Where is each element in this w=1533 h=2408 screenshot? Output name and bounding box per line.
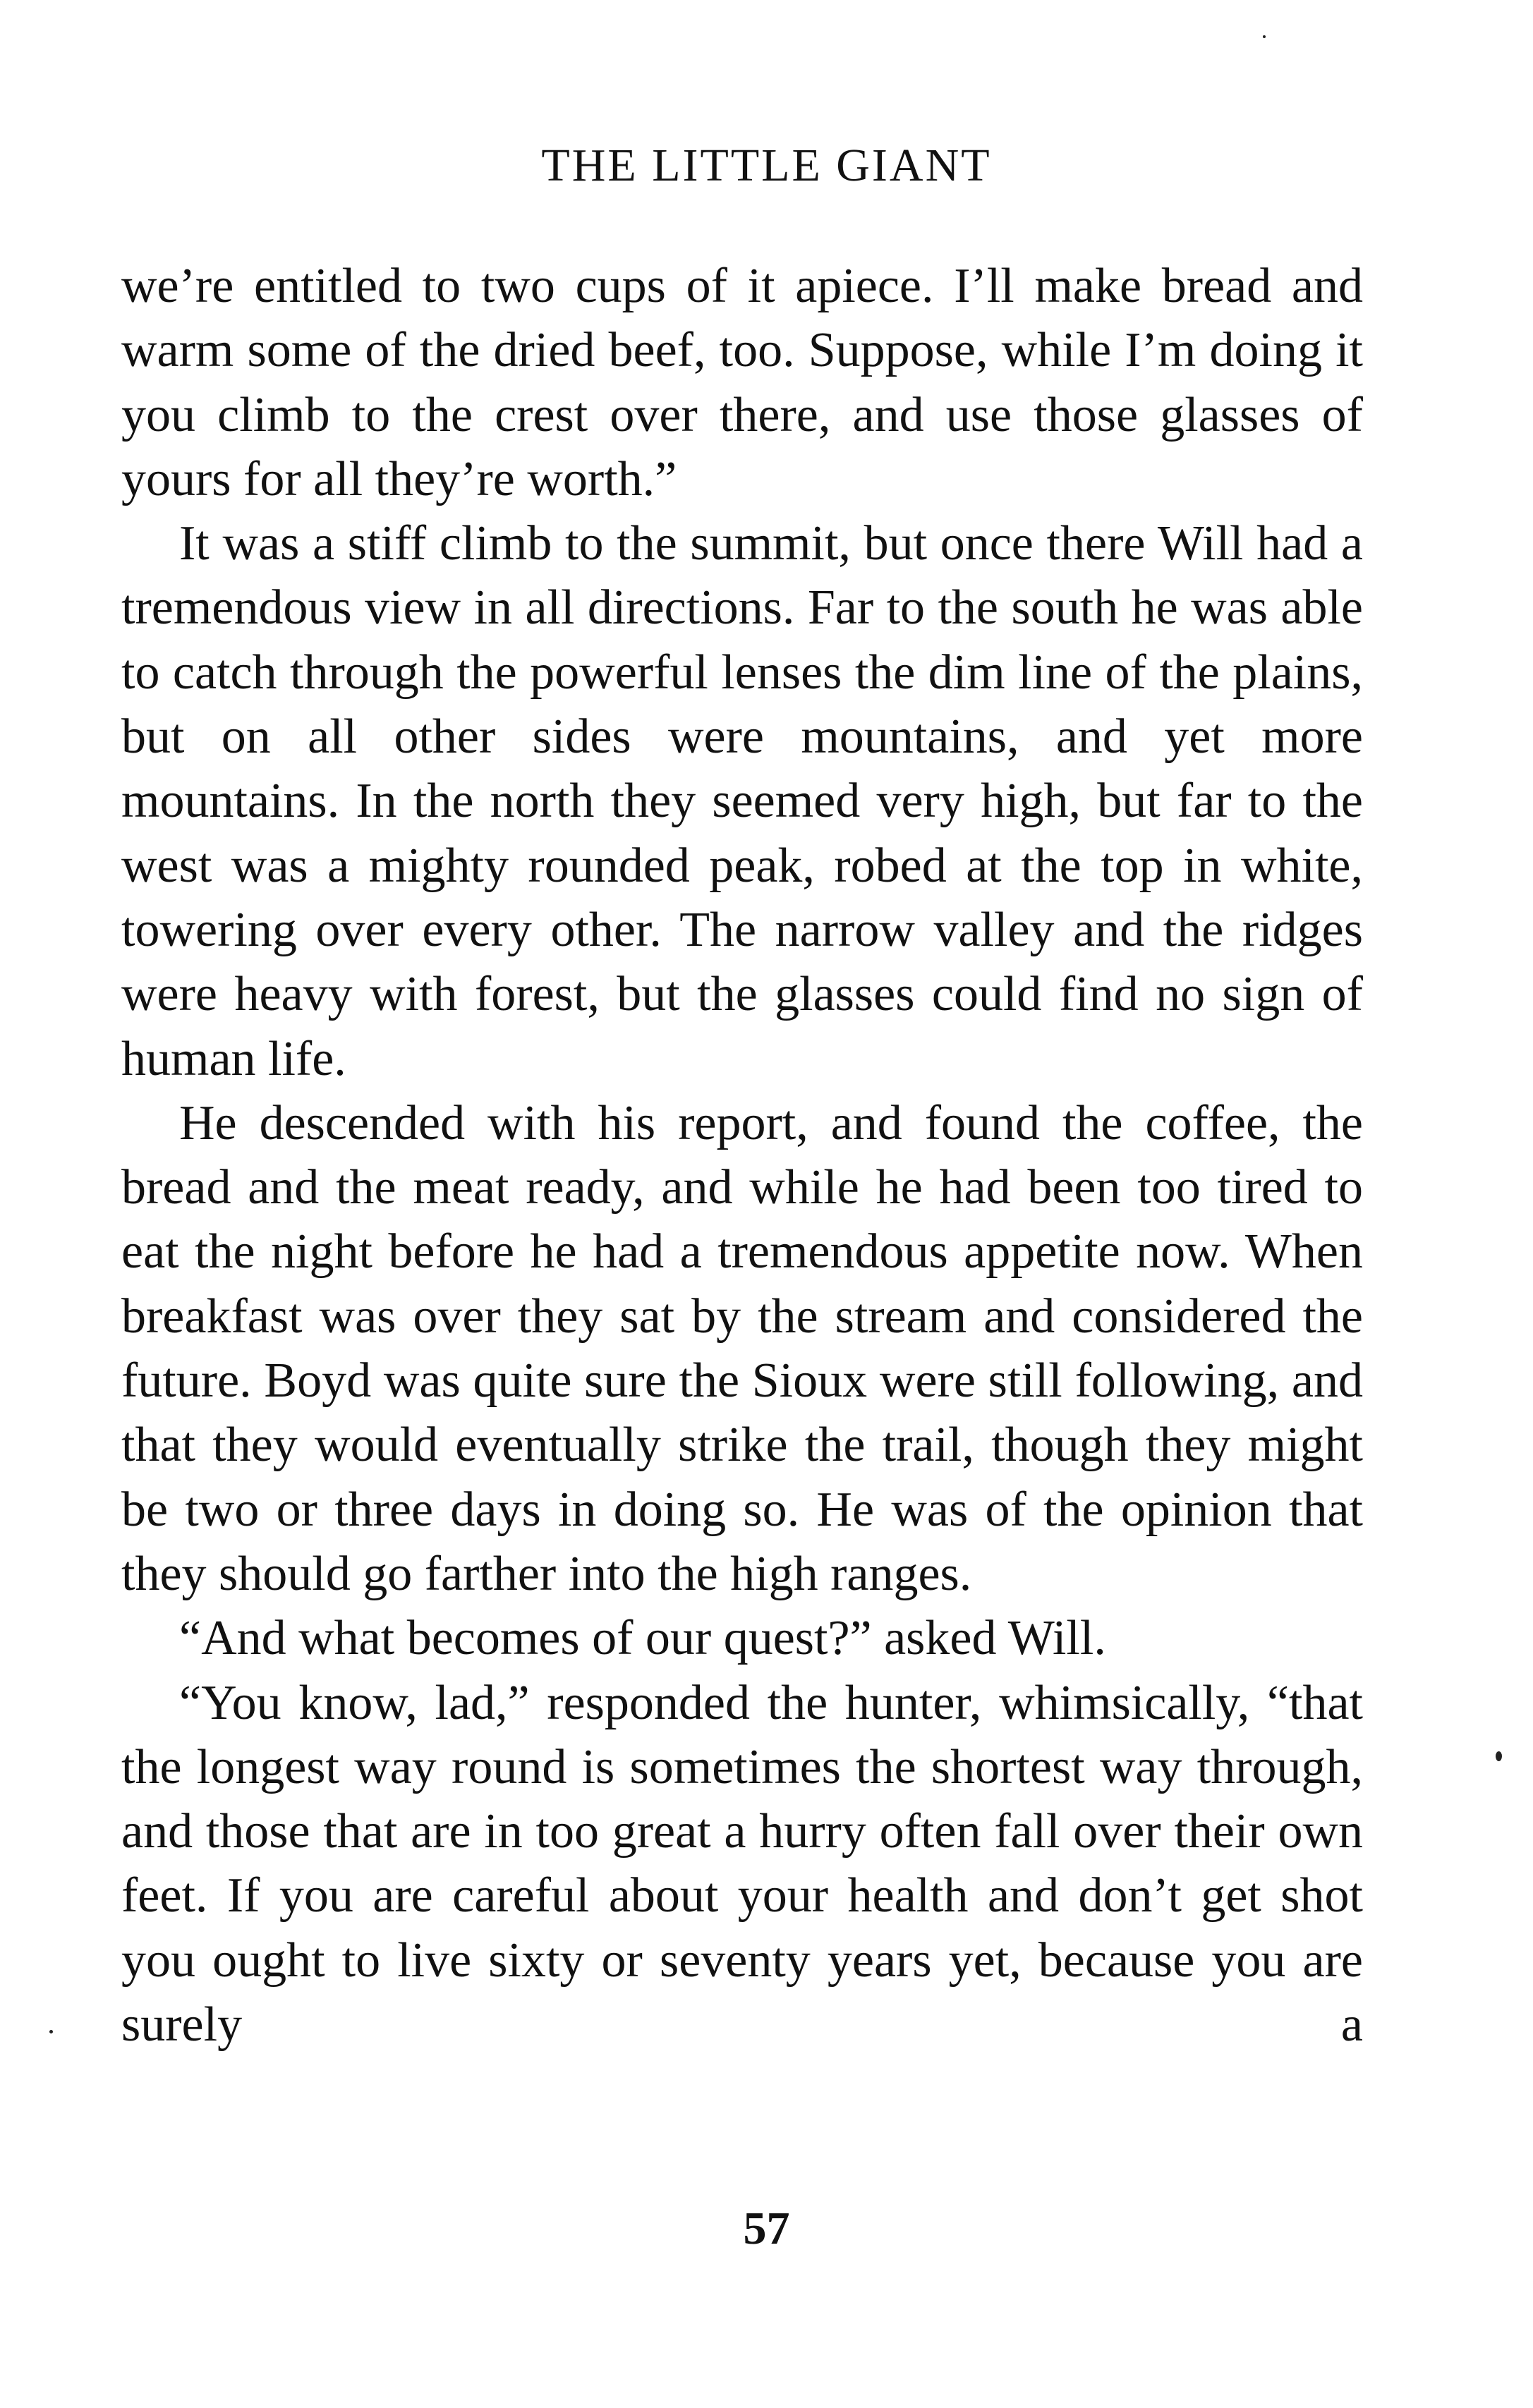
body-text xyxy=(121,254,1363,2057)
paragraph-breakfast: He descended with his report, and found the coffee, the bread and the meat ready, and while he had been too tired to eat the night before he had a tremendous appetite now. When breakfast was over they sat by the stream and considered the future. Boyd was quite sure the Sioux were still following, and that they would eventually strike the trail, though they might be two or three days in doing so. He was of the opinion that they should go farther into the high ranges. xyxy=(121,1095,1363,1601)
ink-speck xyxy=(1263,35,1266,38)
ink-speck xyxy=(1496,1751,1502,1761)
ink-speck xyxy=(49,2030,53,2033)
page-number: 57 xyxy=(743,2203,790,2254)
paragraph-continued: we’re entitled to two cups of it apiece. I’ll make bread and warm some of the dried beef, too. Suppose, while I’m doing it you climb to the crest over there, and use those glasses of yours for all they’re worth.” xyxy=(121,259,1363,506)
paragraph-hunter-reply: “You know, lad,” responded the hunter, whimsically, “that the longest way round is sometimes the shortest way through, and those that are in too great a hurry often fall over their own feet. If you are careful about your health and don’t get shot you ought to live sixty or seventy years yet, because you are surely a xyxy=(121,1675,1363,2053)
paragraph-quest-question: “And what becomes of our quest?” asked Will. xyxy=(179,1611,1106,1666)
paragraph-summit: It was a stiff climb to the summit, but once there Will had a tremendous view in all directions. Far to the south he was able to catch through the powerful lenses the dim line of the plains, but on all other sides were mountains, and yet more mountains. In the north they seemed very high, but far to the west was a mighty rounded peak, robed at the top in white, towering over every other. The narrow valley and the ridges were heavy with forest, but the glasses could find no sign of human life. xyxy=(121,516,1363,1086)
running-head: THE LITTLE GIANT xyxy=(541,140,992,191)
